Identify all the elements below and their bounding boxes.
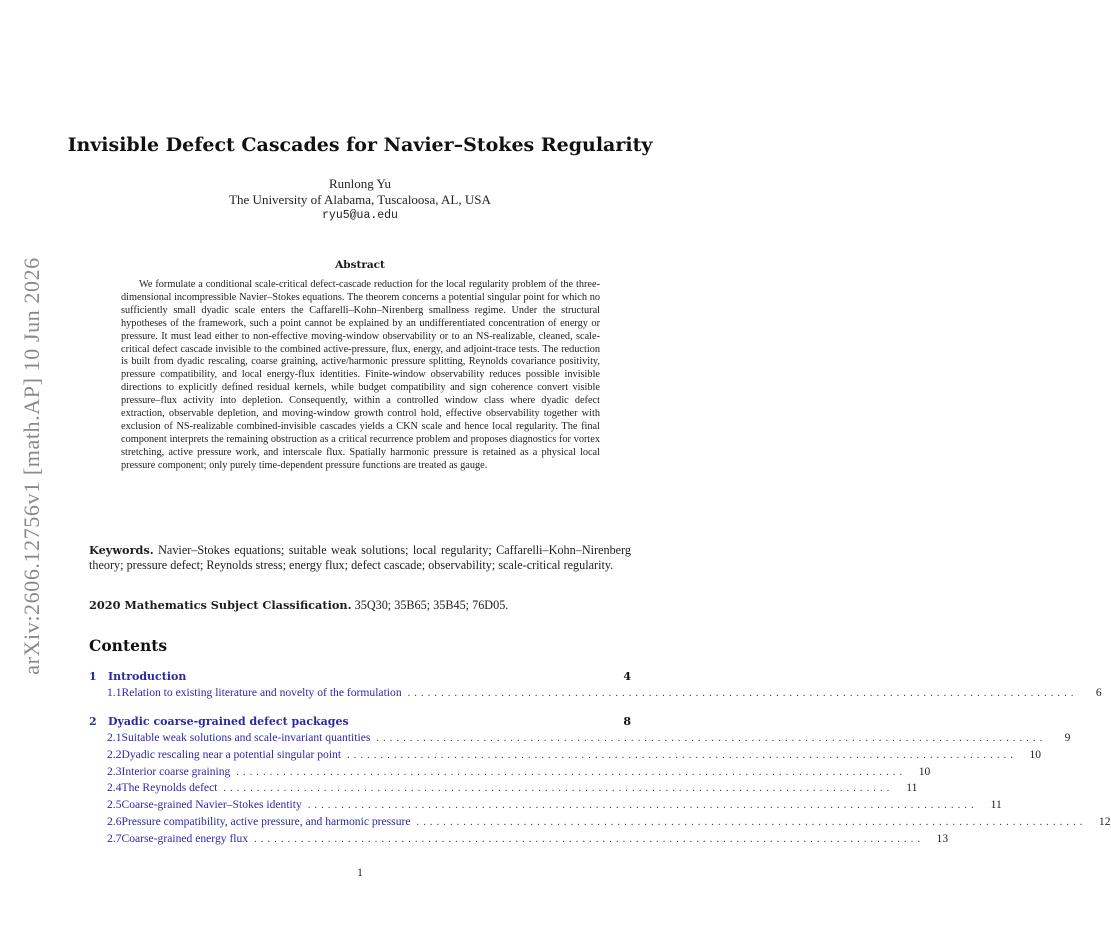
- keywords-label: Keywords.: [89, 543, 154, 557]
- abstract-heading: Abstract: [335, 259, 385, 271]
- toc-section: [89, 669, 1102, 702]
- toc-dot-leader: ....................................................................................................: [307, 800, 978, 812]
- toc-section-title: Introduction: [108, 670, 187, 683]
- toc-section: [89, 714, 1111, 848]
- toc-entry-section-2[interactable]: [89, 714, 631, 730]
- toc-subsection-title: Interior coarse graining: [121, 764, 231, 778]
- toc-entry-subsection-2-5[interactable]: [89, 797, 1002, 814]
- toc-entry-section-1[interactable]: [89, 669, 631, 685]
- toc-subsection-title: The Reynolds defect: [121, 781, 218, 795]
- toc-section-title: Dyadic coarse-grained defect packages: [108, 714, 349, 728]
- toc-page-number: 10: [918, 764, 931, 778]
- keywords-paragraph: [89, 543, 631, 573]
- table-of-contents: [89, 669, 1111, 860]
- toc-page-number: 11: [906, 781, 918, 795]
- toc-subsection-title: Suitable weak solutions and scale-invariant quantities: [121, 730, 371, 744]
- toc-dot-leader: ....................................................................................................: [254, 834, 925, 846]
- toc-subsection-title: Pressure compatibility, active pressure, and harmonic pressure: [121, 815, 411, 829]
- toc-subsection-number: 2.4: [107, 781, 122, 795]
- toc-page-number: 13: [936, 832, 949, 846]
- toc-subsection-title: Relation to existing literature and novelty of the formulation: [121, 685, 402, 699]
- toc-subsection-number: 2.6: [107, 815, 122, 829]
- msc-text: 35Q30; 35B65; 35B45; 76D05.: [354, 598, 509, 612]
- toc-subsection-number: 2.3: [107, 764, 122, 778]
- toc-subsection-title: Coarse-grained energy flux: [121, 832, 249, 846]
- msc-label: 2020 Mathematics Subject Classification.: [89, 598, 352, 612]
- toc-page-number: 4: [623, 670, 631, 683]
- toc-subsection-title: Coarse-grained Navier–Stokes identity: [121, 798, 302, 812]
- arxiv-identifier-stamp: arXiv:2606.12756v1 [math.AP] 10 Jun 2026: [19, 257, 44, 675]
- toc-entry-subsection-1-1[interactable]: [89, 685, 1102, 702]
- author-block: [60, 176, 660, 224]
- author-affiliation: The University of Alabama, Tuscaloosa, AL, USA: [229, 192, 491, 207]
- toc-page-number: 8: [623, 714, 631, 728]
- abstract-text: We formulate a conditional scale-critical defect-cascade reduction for the local regularity problem of the three-dimensional incompressible Navier–Stokes equations. The theorem concerns a potential singular point for which no sufficiently small dyadic scale enters the Caffarelli–Kohn–Nirenberg smallness regime. Under the structural hypotheses of the framework, such a point cannot be explained by an undifferentiated concentration of energy or pressure. It must lead either to non-effective moving-window observability or to an NS-realizable, cleaned, scale-critical defect cascade invisible to the combined active-pressure, flux, energy, and adjoint-trace tests. The reduction is built from dyadic rescaling, coarse graining, active/harmonic pressure splitting, Reynolds covariance positivity, pressure compatibility, and local energy-flux identities. Finite-window observability reduces possible invisible directions to explicitly defined residual kernels, while budget compatibility and sign coherence convert visible pressure–flux activity into depletion. Consequently, within a controlled window class where dyadic defect extraction, observable depletion, and moving-window growth control hold, effective observability together with exclusion of NS-realizable combined-invisible cascades yields a CKN scale and hence local regularity. The final component interprets the remaining obstruction as a critical recurrence problem and proposes diagnostics for vortex stretching, active pressure work, and interscale flux. Spatially harmonic pressure is retained as a physical local pressure component; only purely time-dependent pressure functions are treated as gauge.: [121, 279, 600, 471]
- toc-subsection-number: 2.7: [107, 832, 122, 846]
- toc-dot-leader: ....................................................................................................: [236, 766, 907, 778]
- contents-heading: Contents: [89, 636, 168, 655]
- toc-dot-leader: ....................................................................................................: [407, 687, 1078, 699]
- toc-dot-leader: ....................................................................................................: [376, 732, 1047, 744]
- toc-entry-subsection-2-1[interactable]: [89, 730, 1071, 747]
- keywords-text: Navier–Stokes equations; suitable weak solutions; local regularity; Caffarelli–Kohn–Nirenberg theory; pressure defect; Reynolds stress; energy flux; defect cascade; observability; scale-critical regularity.: [89, 543, 632, 573]
- toc-page-number: 10: [1029, 747, 1042, 761]
- paper-title: Invisible Defect Cascades for Navier–Stokes Regularity: [67, 134, 653, 156]
- toc-page-number: 11: [990, 798, 1002, 812]
- author-name: Runlong Yu: [329, 176, 391, 191]
- msc-paragraph: [89, 598, 631, 613]
- toc-section-number: 2: [89, 714, 97, 728]
- toc-page-number: 9: [1064, 730, 1071, 744]
- toc-subsection-number: 1.1: [107, 685, 122, 699]
- toc-subsection-title: Dyadic rescaling near a potential singular point: [121, 747, 342, 761]
- toc-dot-leader: ....................................................................................................: [223, 783, 894, 795]
- toc-entry-subsection-2-7[interactable]: [89, 831, 949, 848]
- toc-page-number: 6: [1095, 685, 1102, 699]
- toc-subsection-number: 2.5: [107, 798, 122, 812]
- toc-subsection-number: 2.1: [107, 730, 122, 744]
- toc-entry-subsection-2-2[interactable]: [89, 747, 1042, 764]
- toc-section-number: 1: [89, 670, 97, 683]
- toc-entry-subsection-2-4[interactable]: [89, 780, 918, 797]
- toc-entry-subsection-2-6[interactable]: [89, 814, 1111, 831]
- author-email[interactable]: ryu5@ua.edu: [322, 209, 398, 222]
- toc-entry-subsection-2-3[interactable]: [89, 764, 931, 781]
- toc-dot-leader: ....................................................................................................: [416, 817, 1087, 829]
- toc-dot-leader: ....................................................................................................: [347, 749, 1018, 761]
- toc-page-number: 12: [1098, 815, 1111, 829]
- toc-subsection-number: 2.2: [107, 747, 122, 761]
- page-number: 1: [357, 867, 363, 879]
